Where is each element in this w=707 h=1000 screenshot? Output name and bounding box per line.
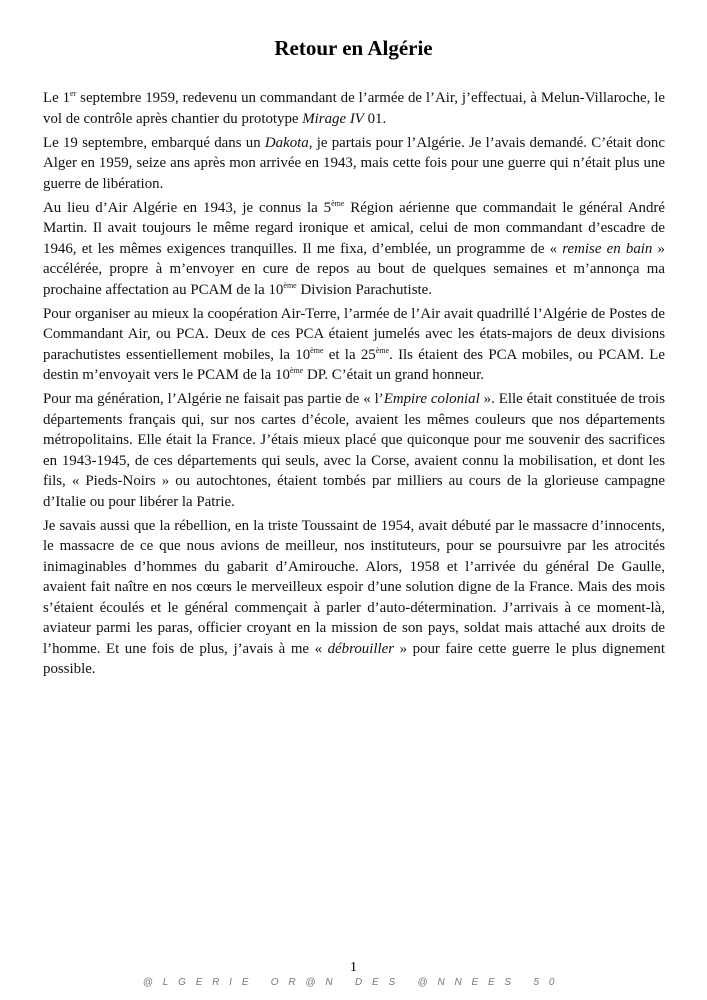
document-body: [43, 88, 665, 683]
text-run: Division Parachutiste.: [296, 281, 432, 298]
paragraph: [43, 304, 665, 386]
text-run: Pour organiser au mieux la coopération Air-Terre, l’armée de l’Air avait quadrillé l’Algérie de Postes de Commandant Air, ou PCA. Deux de ces PCA étaient jumelés avec les états-majors de deux divisions parachutistes essentiellement mobiles, la 10: [43, 305, 665, 363]
text-run: » pour faire cette guerre le plus dignement possible.: [43, 640, 665, 677]
text-run: DP. C’était un grand honneur.: [303, 367, 484, 383]
superscript-text: er: [70, 89, 77, 98]
paragraph: [43, 516, 665, 680]
page-title: Retour en Algérie: [274, 36, 433, 60]
text-run: Je savais aussi que la rébellion, en la triste Toussaint de 1954, avait débuté par le massacre d’innocents, le massacre de ce que nous avions de meilleur, nos instituteurs, pour se poursuivre par les atrocités inimaginables d’hommes du gabarit d’Amirouche. Alors, 1958 et l’arrivée du général De Gaulle, avaient fait naître en nos cœurs le merveilleux espoir d’une solution digne de la France. Mais des mois s’étaient écoulés et le général commençait à parler d’auto-détermination. J’arrivais à ce moment-là, aviateur parmi les paras, officier croyant en la mission de son pays, soldat mais attaché aux droits de l’homme. Et une fois de plus, j’avais à me «: [43, 517, 665, 657]
italic-text: débrouiller: [327, 640, 395, 657]
text-run: septembre 1959, redevenu un commandant de l’armée de l’Air, j’effectuai, à Melun-Villaroche, le vol de contrôle après chantier du prototype: [43, 90, 665, 127]
italic-text: Mirage IV: [302, 110, 364, 127]
superscript-text: ème: [289, 366, 304, 375]
superscript-text: ème: [375, 345, 390, 355]
italic-text: Empire colonial: [383, 391, 480, 407]
text-run: Le 1: [43, 90, 71, 106]
text-run: » accélérée, propre à m’envoyer en cure de repos au bout de quelques semaines et m’annonça ma prochaine affectation au PCAM de la 10: [43, 240, 665, 298]
text-run: Le 19 septembre, embarqué dans un: [43, 134, 265, 151]
text-run: ». Elle était constituée de trois départements français qui, sur nos cartes d’école, avaient les mêmes couleurs que nos départements métropolitains. Elle était la France. J’étais mieux placé que quiconque pour me souvenir des sacrifices en 1943-1945, de ces départements qui seuls, avec la Corse, avaient connu la mobilisation, et dont les fils, « Pieds-Noirs » ou autochtones, étaient tombés par milliers au cours de la glorieuse campagne d’Italie ou pour libérer la Patrie.: [43, 391, 665, 510]
paragraph: [43, 389, 665, 512]
text-run: 01.: [363, 110, 387, 127]
page-number: 1: [350, 960, 357, 975]
text-run: Pour ma génération, l’Algérie ne faisait pas partie de « l’: [43, 391, 384, 407]
superscript-text: ème: [331, 198, 345, 208]
paragraph: [43, 88, 665, 129]
text-run: et la 25: [323, 346, 376, 363]
italic-text: remise en bain: [562, 240, 653, 257]
text-run: Au lieu d’Air Algérie en 1943, je connus la 5: [43, 199, 332, 216]
paragraph: [43, 133, 665, 195]
footer-banner: @LGERIE OR@N DES @NNEES 50: [142, 977, 565, 988]
text-run: Région aérienne que commandait le général André Martin. Il avait toujours le même regard ironique et amical, celui de mon commandant d’escadre de 1946, et les mêmes exigences tranquilles. Il me fixa, d’emblée, un programme de «: [43, 199, 665, 257]
paragraph: [43, 198, 665, 301]
italic-text: Dakota: [264, 134, 309, 151]
superscript-text: ème: [283, 280, 297, 290]
text-run: . Ils étaient des PCA mobiles, ou PCAM. Le destin m’envoyait vers le PCAM de la 10: [43, 346, 665, 383]
text-run: , je partais pour l’Algérie. Je l’avais demandé. C’était donc Alger en 1959, seize ans après mon arrivée en 1943, mais cette fois pour une guerre qui n’était plus une guerre de libération.: [43, 134, 665, 192]
superscript-text: ème: [310, 345, 324, 355]
